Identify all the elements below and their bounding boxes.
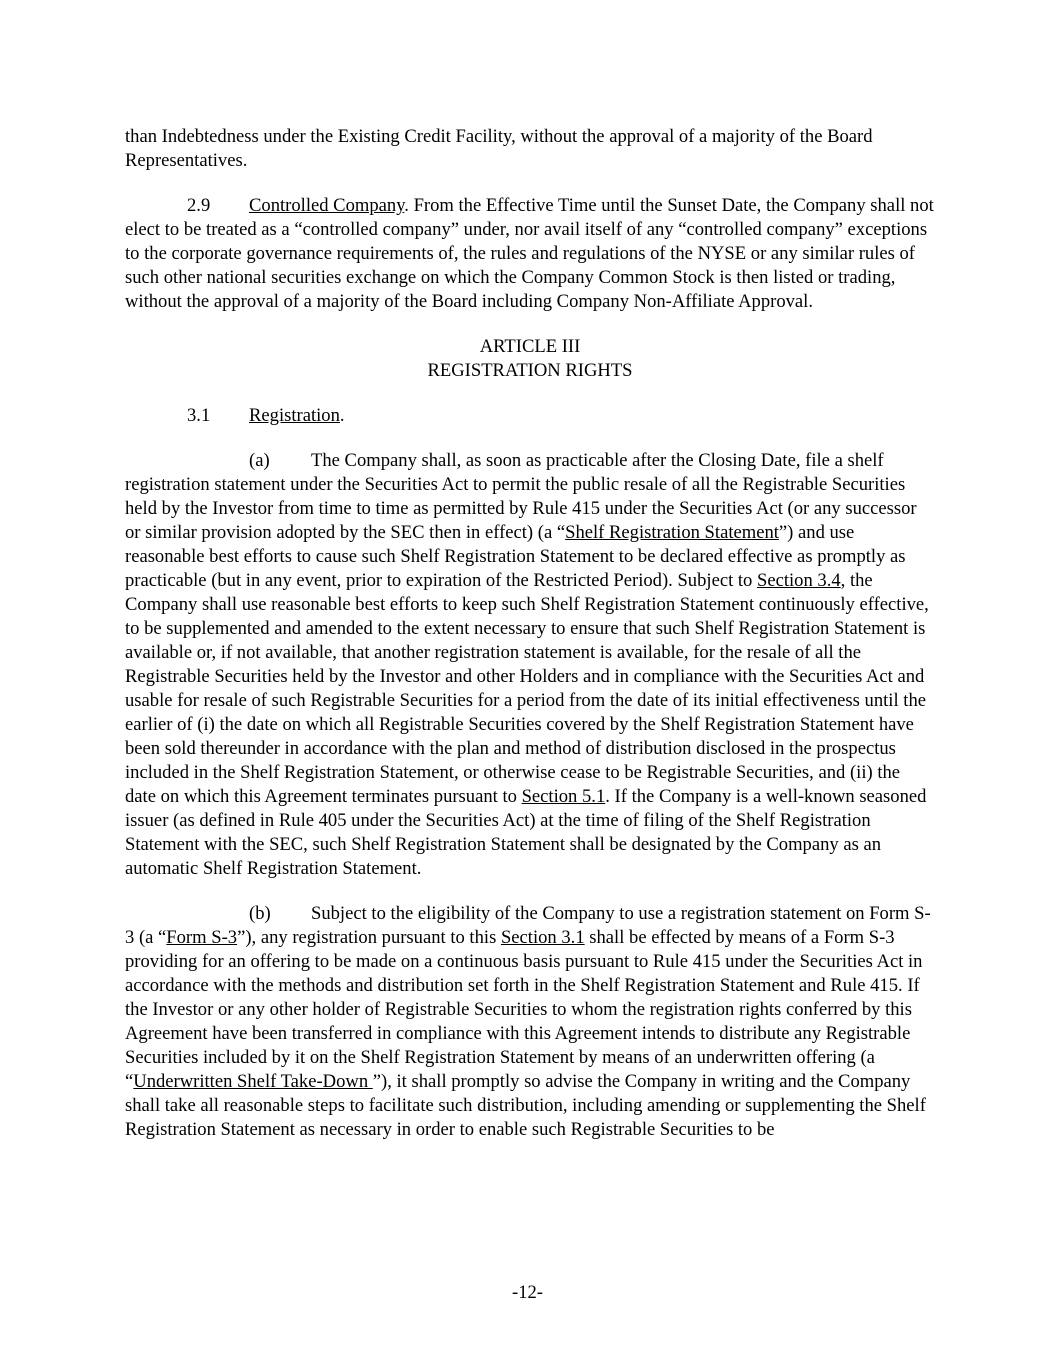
- text-run: ”), it shall promptly so advise the Company in writing and the Company shall take all reasonable steps to facilitate such distribution, including amending or supplementing the Shelf Registration Statement as necessary in order to enable such Registrable Securities to be: [125, 1071, 926, 1140]
- section-title: Controlled Company: [249, 195, 405, 216]
- cross-reference: Section 3.4: [757, 570, 841, 591]
- page-number: -12-: [512, 1282, 543, 1303]
- text-run: . If the Company is a well-known seasoned issuer (as defined in Rule 405 under the Securities Act) at the time of filing of the Shelf Registration Statement with the SEC, such Shelf Registration Statement shall be designated by the Company as an automatic Shelf Registration Statement.: [125, 786, 927, 879]
- section-title: Registration: [249, 405, 340, 426]
- section-number: 3.1: [187, 405, 211, 426]
- section-3-1-heading: [125, 404, 935, 428]
- cross-reference: Section 3.1: [500, 927, 585, 948]
- continuation-paragraph: than Indebtedness under the Existing Credit Facility, without the approval of a majority of the Board Representatives.: [125, 126, 873, 171]
- defined-term: Shelf Registration Statement: [565, 522, 779, 543]
- document-page: [125, 125, 935, 1142]
- subsection-label: (b): [249, 903, 271, 924]
- subsection-a-paragraph: [125, 449, 935, 881]
- text-run: , the Company shall use reasonable best efforts to keep such Shelf Registration Statement continuously effective, to be supplemented and amended to the extent necessary to ensure that such Shelf Registration Statement is available or, if not available, that another registration statement is available, for the resale of all the Registrable Securities held by the Investor and other Holders and in compliance with the Securities Act and usable for resale of such Registrable Securities for a period from the date of its initial effectiveness until the earlier of (i) the date on which all Registrable Securities covered by the Shelf Registration Statement have been sold thereunder in accordance with the plan and method of distribution disclosed in the prospectus included in the Shelf Registration Statement, or otherwise cease to be Registrable Securities, and (ii) the date on which this Agreement terminates pursuant to: [125, 570, 929, 807]
- text-run: shall be effected by means of a Form S-3 providing for an offering to be made on a continuous basis pursuant to Rule 415 under the Securities Act in accordance with the methods and distribution set forth in the Shelf Registration Statement and Rule 415. If the Investor or any other holder of Registrable Securities to whom the registration rights conferred by this Agreement have been transferred in compliance with this Agreement intends to distribute any Registrable Securities included by it on the Shelf Registration Statement by means of an underwritten offering (a “: [125, 927, 923, 1092]
- subsection-label: (a): [249, 450, 270, 471]
- article-number: ARTICLE III: [479, 336, 581, 357]
- cross-reference: Section 5.1: [521, 786, 606, 807]
- text-run: ”), any registration pursuant to this: [237, 927, 501, 948]
- article-title: REGISTRATION RIGHTS: [427, 360, 633, 381]
- text-run: Subject to the eligibility of the Company to use a registration statement on Form S-3 (a “: [125, 903, 931, 948]
- section-2-9-paragraph: [125, 194, 935, 314]
- section-title-period: .: [339, 405, 345, 426]
- article-heading: [125, 335, 935, 383]
- subsection-b-paragraph: [125, 902, 935, 1142]
- text-run: ”) and use reasonable best efforts to cause such Shelf Registration Statement to be declared effective as promptly as practicable (but in any event, prior to expiration of the Restricted Period). Subject to: [125, 522, 906, 591]
- section-text: . From the Effective Time until the Sunset Date, the Company shall not elect to be treated as a “controlled company” under, nor avail itself of any “controlled company” exceptions to the corporate governance requirements of, the rules and regulations of the NYSE or any similar rules of such other national securities exchange on which the Company Common Stock is then listed or trading, without the approval of a majority of the Board including Company Non-Affiliate Approval.: [125, 195, 934, 312]
- defined-term: Underwritten Shelf Take-Down: [133, 1071, 373, 1092]
- section-number: 2.9: [187, 195, 211, 216]
- defined-term: Form S-3: [166, 927, 238, 948]
- text-run: The Company shall, as soon as practicable after the Closing Date, file a shelf registration statement under the Securities Act to permit the public resale of all the Registrable Securities held by the Investor from time to time as permitted by Rule 415 under the Securities Act (or any successor or similar provision adopted by the SEC then in effect) (a “: [125, 450, 917, 543]
